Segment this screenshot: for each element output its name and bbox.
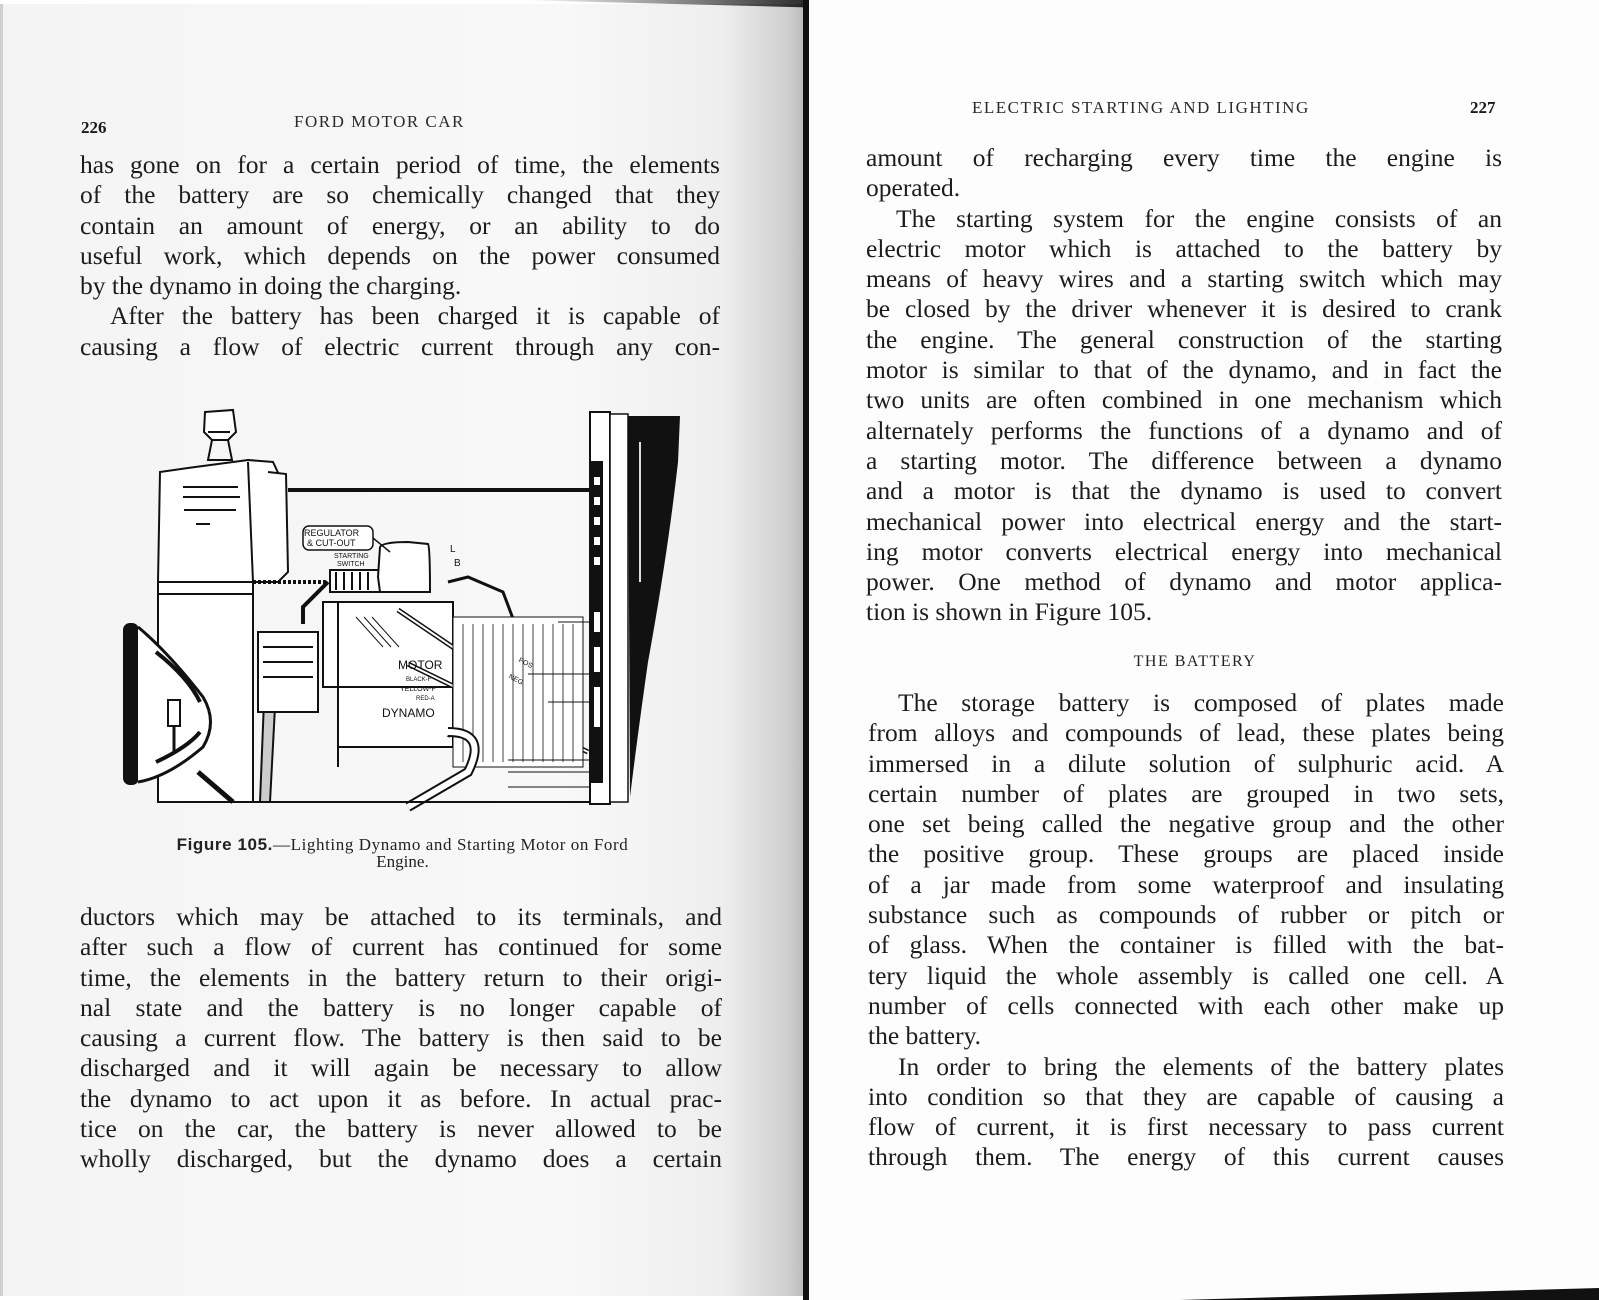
text-line: discharged and it will again be necessary to allow [80, 1053, 722, 1083]
text-line: motor is similar to that of the dynamo, and in fact the [866, 355, 1502, 385]
label-l-terminal: L [450, 544, 456, 555]
label-switch: SWITCH [337, 561, 365, 568]
text-line: tery liquid the whole assembly is called one cell. A [868, 960, 1504, 990]
text-line: through them. The energy of this current causes [868, 1142, 1504, 1172]
text-line: be closed by the driver whenever it is desired to crank [866, 294, 1502, 324]
text-line: nal state and the battery is no longer capable of [80, 992, 722, 1022]
text-line: In order to bring the elements of the battery plates [898, 1051, 1504, 1081]
text-line: means of heavy wires and a starting switch which may [866, 264, 1502, 294]
text-line: substance such as compounds of rubber or pitch or [868, 900, 1504, 930]
text-line: a starting motor. The difference between a dynamo [866, 445, 1502, 475]
text-line: from alloys and compounds of lead, these plates being [868, 718, 1504, 748]
text-line: alternately performs the functions of a dynamo and of [866, 415, 1502, 445]
text-line: tion is shown in Figure 105. [866, 597, 1153, 627]
text-line: electric motor which is attached to the battery by [866, 233, 1502, 263]
text-line: time, the elements in the battery return to their origi- [80, 962, 722, 992]
figure-105-engine-illustration [108, 402, 686, 814]
label-black-f: BLACK-F [406, 677, 432, 683]
right-text-top [866, 143, 1502, 628]
text-line: After the battery has been charged it is capable of [110, 301, 720, 331]
running-head-left: FORD MOTOR CAR [294, 112, 465, 131]
text-line: useful work, which depends on the power consumed [80, 240, 720, 270]
text-line: certain number of plates are grouped in two sets, [868, 778, 1504, 808]
section-heading-the-battery: THE BATTERY [1133, 653, 1257, 670]
label-motor: MOTOR [398, 658, 443, 672]
caption-text: —Lighting Dynamo and Starting Motor on Ford [272, 835, 629, 854]
label-pos: POS [517, 656, 534, 671]
text-line: causing a flow of electric current through any con- [80, 331, 720, 361]
text-line: the engine. The general construction of the starting [866, 324, 1502, 354]
page-number-right: 227 [1470, 98, 1496, 117]
left-text-top [80, 150, 720, 362]
label-red-a: RED-A [416, 696, 435, 702]
right-text-bottom [868, 688, 1504, 1173]
label-yellow-f: YELLOW-F [400, 686, 436, 693]
text-line: The starting system for the engine consists of an [896, 203, 1502, 233]
caption-line-2: Engine. [376, 852, 429, 871]
text-line: mechanical power into electrical energy and the start- [866, 506, 1502, 536]
text-line: of the battery are so chemically changed that they [80, 180, 720, 210]
text-line: the dynamo to act upon it as before. In actual prac- [80, 1083, 722, 1113]
caption-figure-number: Figure 105. [176, 835, 273, 854]
text-line: one set being called the negative group and the other [868, 809, 1504, 839]
label-regulator: REGULATOR [304, 528, 360, 538]
text-line: after such a flow of current has continued for some [80, 932, 722, 962]
engine-drawing [108, 402, 686, 814]
text-line: power. One method of dynamo and motor applica- [866, 567, 1502, 597]
label-dynamo: DYNAMO [382, 706, 435, 720]
text-line: amount of recharging every time the engine is [866, 143, 1502, 172]
left-text-bottom [80, 902, 722, 1175]
label-starting: STARTING [334, 553, 369, 560]
text-line: ing motor converts electrical energy into mechanical [866, 536, 1502, 566]
text-line: immersed in a dilute solution of sulphuric acid. A [868, 748, 1504, 778]
text-line: by the dynamo in doing the charging. [80, 271, 462, 301]
text-line: and a motor is that the dynamo is used to convert [866, 476, 1502, 506]
text-line: flow of current, it is first necessary to pass current [868, 1112, 1504, 1142]
text-line: operated. [866, 173, 961, 203]
text-line: has gone on for a certain period of time, the elements [80, 150, 720, 179]
text-line: contain an amount of energy, or an ability to do [80, 210, 720, 240]
text-line: tice on the car, the battery is never allowed to be [80, 1114, 722, 1144]
text-line: the battery. [868, 1021, 982, 1051]
text-line: causing a current flow. The battery is then said to be [80, 1023, 722, 1053]
label-b-terminal: B [454, 558, 461, 569]
caption-line-1 [80, 836, 725, 853]
text-line: number of cells connected with each other make up [868, 990, 1504, 1020]
text-line: The storage battery is composed of plates made [898, 688, 1504, 717]
text-line: into condition so that they are capable of causing a [868, 1081, 1504, 1111]
text-line: two units are often combined in one mechanism which [866, 385, 1502, 415]
text-line: of glass. When the container is filled with the bat- [868, 930, 1504, 960]
text-line: ductors which may be attached to its terminals, and [80, 902, 722, 931]
figure-caption [80, 836, 725, 870]
label-cut-out: & CUT-OUT [307, 538, 356, 548]
running-head-right: ELECTRIC STARTING AND LIGHTING [972, 98, 1310, 117]
text-line: of a jar made from some waterproof and insulating [868, 869, 1504, 899]
text-line: wholly discharged, but the dynamo does a certain [80, 1144, 722, 1174]
text-line: the positive group. These groups are placed inside [868, 839, 1504, 869]
page-number-left: 226 [81, 118, 107, 137]
label-neg: NEG. [507, 673, 526, 688]
